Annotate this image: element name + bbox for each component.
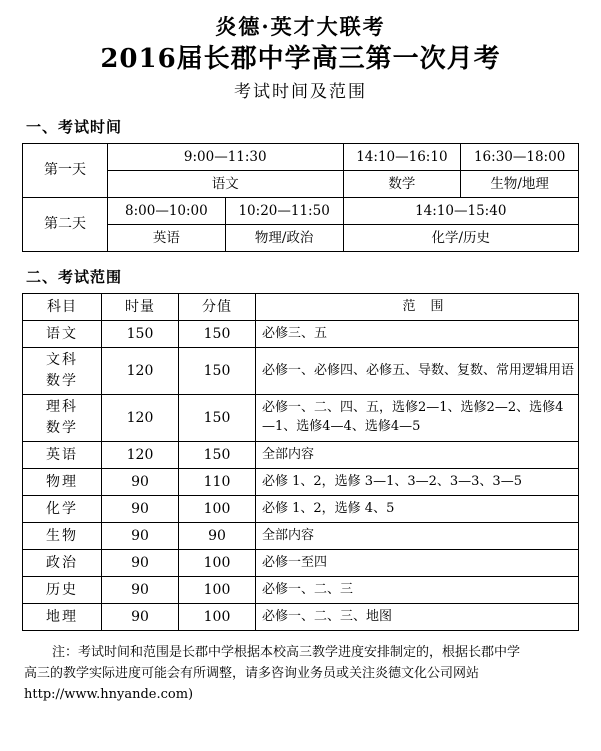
subject-cell: 化学: [23, 496, 102, 523]
table-row: [23, 577, 579, 604]
table-row: [23, 348, 579, 395]
day2-time-1: 8:00—10:00: [108, 198, 226, 225]
range-cell: 必修 1、2，选修 4、5: [256, 496, 579, 523]
subject-cell: [23, 395, 102, 442]
table-row: [23, 144, 579, 171]
subject-line-2: 数学: [46, 373, 78, 390]
table-row: [23, 469, 579, 496]
exam-time-table: [22, 143, 579, 252]
table-row: [23, 496, 579, 523]
hours-cell: 90: [102, 577, 179, 604]
range-cell: 全部内容: [256, 523, 579, 550]
range-cell: 全部内容: [256, 442, 579, 469]
hours-cell: 90: [102, 550, 179, 577]
footnote-line-2: 高三的教学实际进度可能会有所调整，请多咨询业务员或关注炎德文化公司网站: [24, 665, 480, 681]
points-cell: 150: [179, 395, 256, 442]
subject-line-1: 文科: [46, 352, 78, 369]
hours-cell: 90: [102, 523, 179, 550]
col-header-hours: 时量: [102, 294, 179, 321]
range-cell: 必修一至四: [256, 550, 579, 577]
footnote-line-1: 注：考试时间和范围是长郡中学根据本校高三教学进度安排制定的，根据长郡中学: [52, 645, 521, 661]
section-heading-exam-time: 一、考试时间: [26, 118, 123, 137]
day1-time-3: 16:30—18:00: [461, 144, 579, 171]
subject-cell: 物理: [23, 469, 102, 496]
day2-time-2: 10:20—11:50: [225, 198, 343, 225]
day2-time-3: 14:10—15:40: [343, 198, 579, 225]
day1-subject-2: 数学: [343, 171, 461, 198]
col-header-points: 分值: [179, 294, 256, 321]
day1-time-1: 9:00—11:30: [108, 144, 344, 171]
day1-subject-1: 语文: [108, 171, 344, 198]
table-row: [23, 442, 579, 469]
points-cell: 150: [179, 442, 256, 469]
points-cell: 100: [179, 604, 256, 631]
table-row: [23, 550, 579, 577]
hours-cell: 90: [102, 469, 179, 496]
col-header-subject: 科目: [23, 294, 102, 321]
day1-time-2: 14:10—16:10: [343, 144, 461, 171]
points-cell: 100: [179, 496, 256, 523]
range-cell: 必修一、二、三: [256, 577, 579, 604]
footnote-url: http://www.hnyande.com): [24, 686, 194, 702]
page-title: 2016届长郡中学高三第一次月考: [100, 44, 501, 75]
hours-cell: 120: [102, 395, 179, 442]
table-row: [23, 395, 579, 442]
subject-cell: 地理: [23, 604, 102, 631]
section-heading-exam-scope: 二、考试范围: [26, 268, 123, 287]
footnote: [22, 643, 579, 705]
day2-subject-3: 化学/历史: [343, 225, 579, 252]
points-cell: 150: [179, 348, 256, 395]
subject-cell: 英语: [23, 442, 102, 469]
day1-subject-3: 生物/地理: [461, 171, 579, 198]
exam-scope-table: [22, 293, 579, 631]
points-cell: 90: [179, 523, 256, 550]
table-row: [23, 198, 579, 225]
subject-line-2: 数学: [46, 420, 78, 437]
hours-cell: 90: [102, 604, 179, 631]
points-cell: 150: [179, 321, 256, 348]
range-cell: 必修一、必修四、必修五、导数、复数、常用逻辑用语: [256, 348, 579, 395]
subject-cell: 语文: [23, 321, 102, 348]
page-subtitle: 考试时间及范围: [234, 81, 367, 102]
hours-cell: 120: [102, 442, 179, 469]
hours-cell: 90: [102, 496, 179, 523]
range-cell: 必修一、二、三、地图: [256, 604, 579, 631]
subject-cell: 生物: [23, 523, 102, 550]
table-row: [23, 523, 579, 550]
range-cell: 必修一、二、四、五，选修2—1、选修2—2、选修4—1、选修4—4、选修4—5: [256, 395, 579, 442]
subject-cell: 历史: [23, 577, 102, 604]
hours-cell: 120: [102, 348, 179, 395]
table-header-row: [23, 294, 579, 321]
subject-cell: 政治: [23, 550, 102, 577]
points-cell: 100: [179, 550, 256, 577]
table-row: [23, 321, 579, 348]
col-header-range: 范 围: [256, 294, 579, 321]
subject-line-1: 理科: [46, 399, 78, 416]
range-cell: 必修三、五: [256, 321, 579, 348]
day-label-first: 第一天: [23, 144, 108, 198]
day-label-second: 第二天: [23, 198, 108, 252]
page-supertitle: 炎德·英才大联考: [215, 14, 386, 39]
points-cell: 100: [179, 577, 256, 604]
day2-subject-1: 英语: [108, 225, 226, 252]
day2-subject-2: 物理/政治: [225, 225, 343, 252]
range-cell: 必修 1、2，选修 3—1、3—2、3—3、3—5: [256, 469, 579, 496]
subject-cell: [23, 348, 102, 395]
table-row: [23, 604, 579, 631]
hours-cell: 150: [102, 321, 179, 348]
points-cell: 110: [179, 469, 256, 496]
exam-schedule-document: [0, 14, 601, 751]
